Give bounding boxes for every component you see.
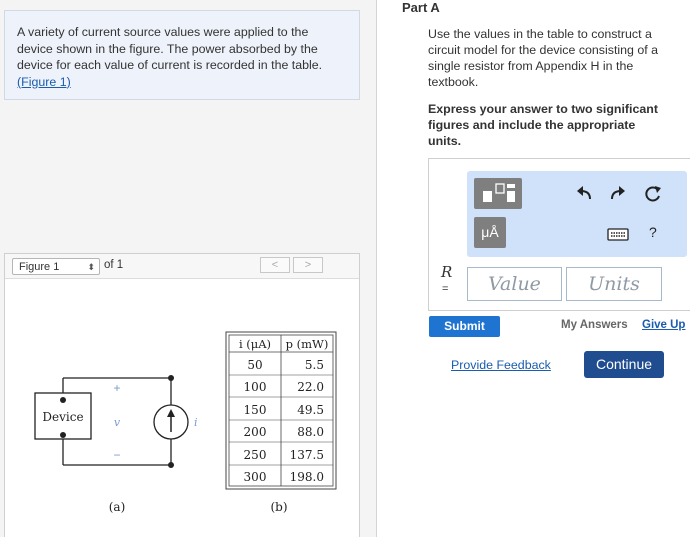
undo-icon[interactable]	[575, 185, 595, 203]
table-cell: 22.0	[297, 380, 324, 394]
right-pane	[377, 0, 693, 537]
node-dot	[168, 462, 174, 468]
give-up-link[interactable]: Give Up	[642, 319, 686, 331]
figure-panel	[4, 253, 360, 537]
continue-button[interactable]: Continue	[584, 351, 664, 378]
equals-label: =	[442, 283, 449, 295]
prev-figure-button[interactable]: <	[260, 257, 290, 273]
table-cell: 50	[247, 358, 263, 372]
keyboard-icon[interactable]	[607, 227, 629, 241]
math-toolbar	[467, 171, 687, 257]
units-button[interactable]: μÅ	[474, 217, 506, 248]
reset-icon[interactable]	[643, 184, 663, 204]
table-cell: 5.5	[304, 358, 324, 372]
redo-icon[interactable]	[607, 185, 627, 203]
problem-text: A variety of current source values were applied to the device shown in the figure. The power absorbed by the device for each value of current is recorded in the table.	[17, 25, 323, 72]
label-b: (b)	[270, 500, 288, 514]
terminal-dot	[60, 432, 66, 438]
figure-image	[5, 254, 361, 538]
figure-count: of 1	[104, 259, 124, 271]
table-cell: 150	[243, 403, 267, 417]
chevron-updown-icon: ⬍	[87, 262, 95, 272]
units-input[interactable]: Units	[566, 267, 662, 301]
help-icon[interactable]: ?	[649, 224, 657, 240]
part-title: Part A	[402, 0, 440, 15]
label-a: (a)	[108, 500, 126, 514]
device-label: Device	[42, 410, 84, 424]
table-header: i (μA)	[238, 337, 272, 351]
next-figure-button[interactable]: >	[293, 257, 323, 273]
i-label: i	[194, 416, 198, 429]
part-emphasis: Express your answer to two significant figures and include the appropriate units.	[428, 102, 658, 148]
value-input[interactable]: Value	[467, 267, 562, 301]
terminal-dot	[60, 397, 66, 403]
figure-link[interactable]: (Figure 1)	[17, 74, 71, 89]
node-dot	[168, 375, 174, 381]
data-table	[226, 332, 336, 489]
submit-button[interactable]: Submit	[429, 316, 500, 337]
template-icon	[474, 178, 522, 209]
table-cell: 250	[243, 448, 267, 462]
problem-statement	[4, 10, 360, 100]
answer-box	[428, 158, 690, 311]
table-header: p (mW)	[285, 337, 329, 351]
v-label: v	[113, 416, 121, 429]
provide-feedback-link[interactable]: Provide Feedback	[451, 358, 551, 372]
template-button[interactable]	[474, 178, 522, 209]
figure-select-value: Figure 1	[19, 261, 60, 273]
table-cell: 100	[243, 380, 267, 394]
variable-label: R	[441, 263, 453, 281]
minus-label: −	[113, 448, 121, 462]
part-instruction: Use the values in the table to construct a circuit model for the device consisting of a single resistor from Appendix H in the textbook.	[428, 27, 659, 89]
table-cell: 198.0	[289, 470, 324, 484]
plus-label: +	[113, 381, 121, 395]
table-cell: 300	[243, 470, 267, 484]
table-cell: 88.0	[297, 425, 324, 439]
table-cell: 49.5	[297, 403, 324, 417]
my-answers-link[interactable]: My Answers	[561, 319, 628, 331]
table-cell: 137.5	[289, 448, 324, 462]
table-cell: 200	[243, 425, 267, 439]
